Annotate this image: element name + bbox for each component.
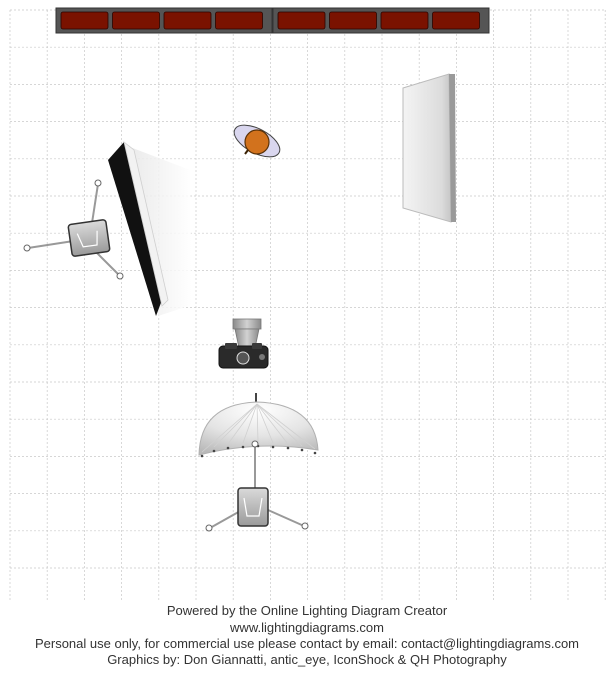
top-bar-cell bbox=[113, 12, 160, 29]
top-bar-cell bbox=[216, 12, 263, 29]
camera-lens-hood bbox=[233, 319, 261, 329]
top-bar-cell bbox=[61, 12, 108, 29]
umbrella-rib-tip bbox=[272, 446, 275, 449]
umbrella-rib-tip bbox=[227, 447, 230, 450]
umbrella-rib-tip bbox=[287, 447, 290, 450]
umbrella-light[interactable] bbox=[199, 393, 318, 531]
top-bar-cell bbox=[381, 12, 428, 29]
top-bar-cell bbox=[433, 12, 480, 29]
umbrella-rib-tip bbox=[314, 452, 317, 455]
umbrella-rib-tip bbox=[301, 449, 304, 452]
white-reflector-icon bbox=[403, 74, 451, 222]
camera[interactable] bbox=[219, 319, 268, 368]
umbrella-rib-tip bbox=[213, 450, 216, 453]
top-bar bbox=[56, 8, 489, 33]
white-reflector[interactable] bbox=[403, 74, 456, 222]
top-bar-cell bbox=[164, 12, 211, 29]
floor-grid bbox=[10, 10, 605, 602]
model[interactable] bbox=[229, 119, 284, 164]
light-stand-icon bbox=[24, 180, 123, 279]
light-stand-icon bbox=[206, 488, 308, 531]
strip-softbox[interactable] bbox=[24, 142, 192, 316]
umbrella-rib-tip bbox=[242, 446, 245, 449]
footer-url[interactable]: www.lightingdiagrams.com bbox=[230, 620, 384, 635]
top-bar-cell bbox=[278, 12, 325, 29]
umbrella-rib-tip bbox=[201, 455, 204, 458]
footer-license: Personal use only, for commercial use please contact by email: contact@lightingdiagrams.com bbox=[34, 636, 580, 651]
footer-credits: Graphics by: Don Giannatti, antic_eye, IconShock & QH Photography bbox=[107, 652, 507, 667]
footer-title: Powered by the Online Lighting Diagram Creator bbox=[166, 603, 448, 618]
model-icon bbox=[245, 130, 269, 154]
top-bar-cell bbox=[330, 12, 377, 29]
